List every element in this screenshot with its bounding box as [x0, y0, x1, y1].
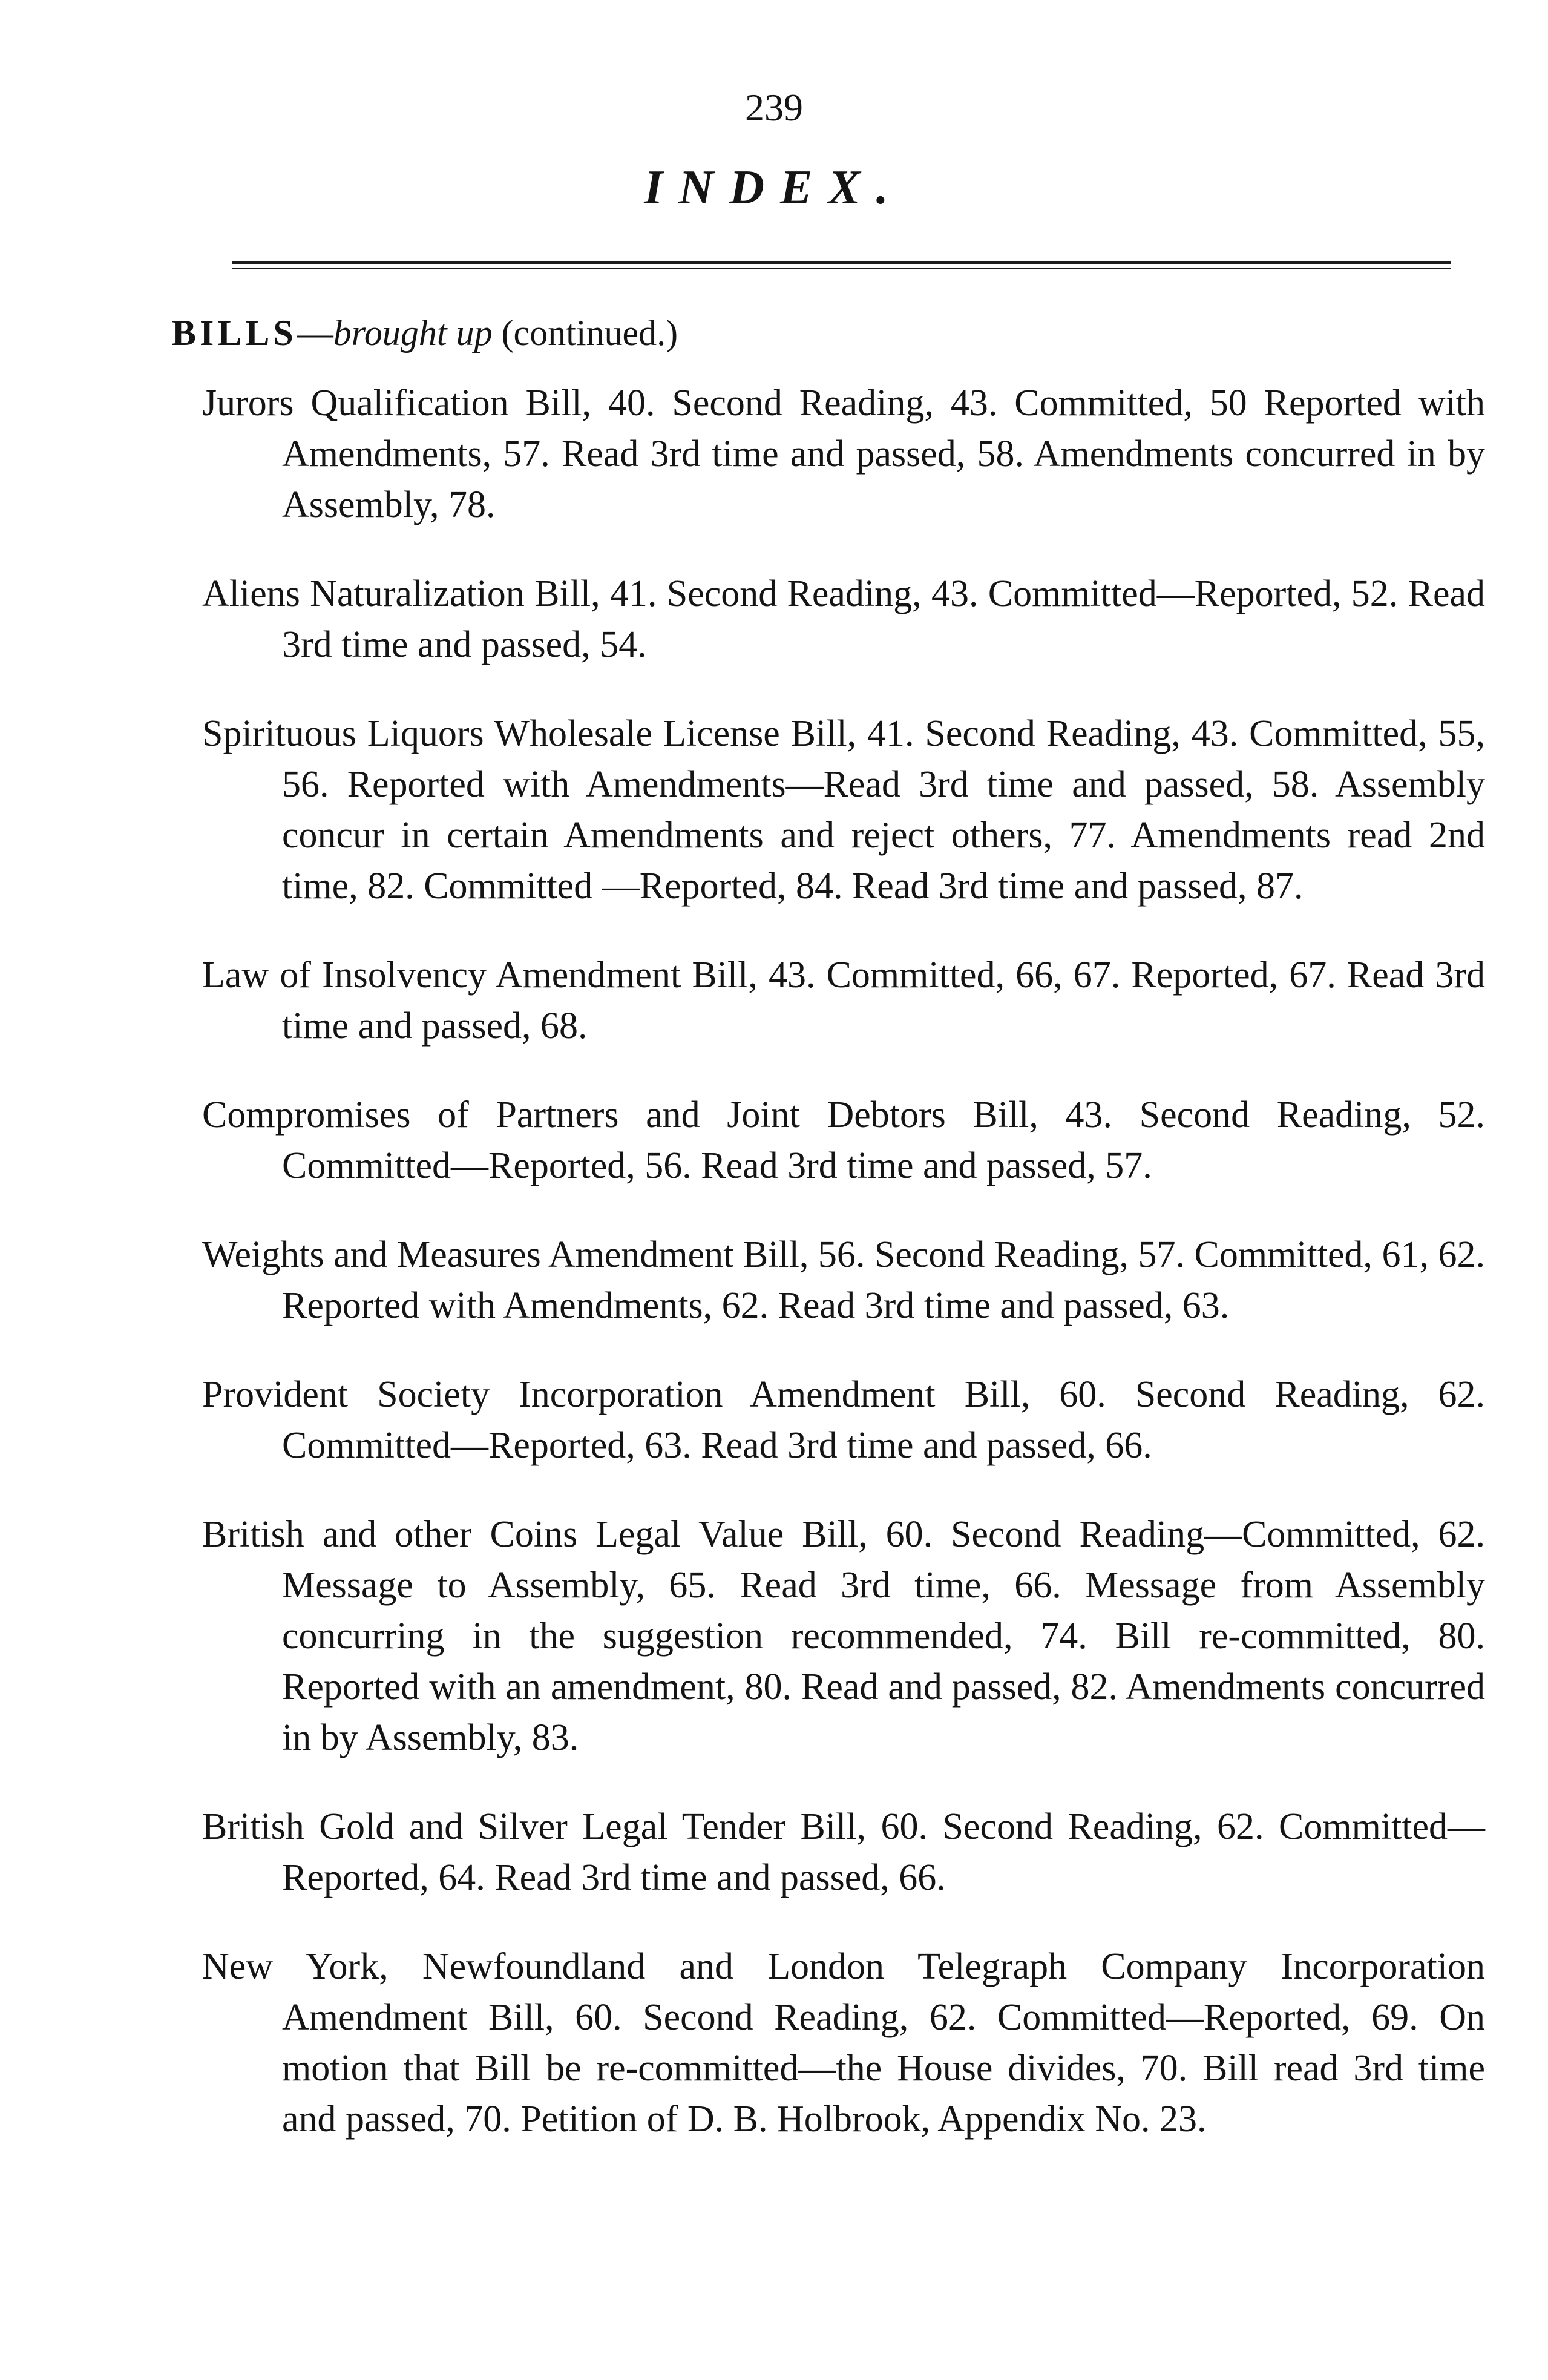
index-entry-british-coins: British and other Coins Legal Value Bill, 60. Second Reading—Committed, 62. Message to Assembly, 65. Read 3rd time, 66. Message from Assembly concurring in the suggestion recommended, 74. Bill re-committed, 80. Reported with an amendment, 80. Read and passed, 82. Amendments concurred in by Assembly, 83. [202, 1514, 1485, 1758]
index-entry-weights-and-measures: Weights and Measures Amendment Bill, 56. Second Reading, 57. Committed, 61, 62. Reported with Amendments, 62. Read 3rd time and passed, 63. [202, 1234, 1485, 1326]
section-heading-italic: brought up [333, 313, 493, 353]
index-entry-provident-society: Provident Society Incorporation Amendment Bill, 60. Second Reading, 62. Committed—Reported, 63. Read 3rd time and passed, 66. [202, 1374, 1485, 1466]
index-entry-compromises-of-partners: Compromises of Partners and Joint Debtors Bill, 43. Second Reading, 52. Committed—Reported, 56. Read 3rd time and passed, 57. [202, 1094, 1485, 1186]
index-entry-spirituous-liquors: Spirituous Liquors Wholesale License Bill, 41. Second Reading, 43. Committed, 55, 56. Reported with Amendments—Read 3rd time and passed, 58. Assembly concur in certain Amendments and reject others, 77. Amendments read 2nd time, 82. Committed —Reported, 84. Read 3rd time and passed, 87. [202, 713, 1485, 907]
index-entry-aliens-naturalization: Aliens Naturalization Bill, 41. Second Reading, 43. Committed—Reported, 52. Read 3rd time and passed, 54. [202, 573, 1485, 665]
index-entry-law-of-insolvency: Law of Insolvency Amendment Bill, 43. Committed, 66, 67. Reported, 67. Read 3rd time and passed, 68. [202, 955, 1485, 1047]
index-entry-british-gold-silver: British Gold and Silver Legal Tender Bill, 60. Second Reading, 62. Committed—Reported, 64. Read 3rd time and passed, 66. [202, 1806, 1485, 1898]
page-title: INDEX. [644, 161, 904, 214]
section-heading-dash: — [297, 313, 333, 353]
title-divider-rule [232, 261, 1451, 269]
index-entry-telegraph-company: New York, Newfoundland and London Telegraph Company Incorporation Amendment Bill, 60. Second Reading, 62. Committed—Reported, 69. On motion that Bill be re-committed—the House divides, 70. Bill read 3rd time and passed, 70. Petition of D. B. Holbrook, Appendix No. 23. [202, 1946, 1485, 2140]
section-heading-suffix: (continued.) [492, 313, 678, 353]
index-entry-jurors-qualification: Jurors Qualification Bill, 40. Second Reading, 43. Committed, 50 Reported with Amendments, 57. Read 3rd time and passed, 58. Amendments concurred in by Assembly, 78. [202, 383, 1485, 525]
page-number: 239 [745, 86, 803, 129]
index-entries [202, 378, 1485, 2183]
section-heading-caps: BILLS [172, 313, 297, 353]
section-heading [172, 309, 678, 357]
